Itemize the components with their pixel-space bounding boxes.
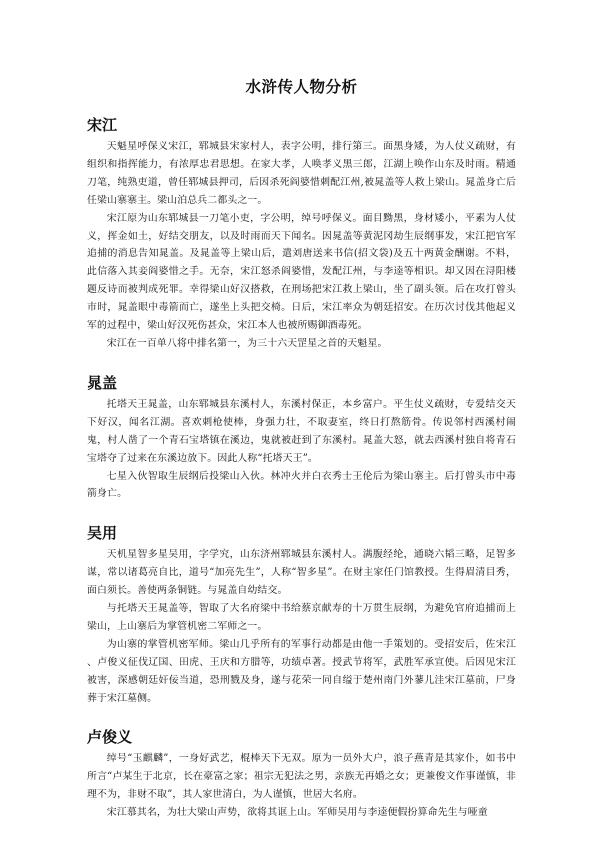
paragraph: 七星入伙智取生辰纲后投梁山入伙。林冲火并白衣秀士王伦后为梁山寨主。后打曾头市中毒箭身亡。	[87, 470, 516, 500]
paragraph: 托塔天王晁盖，山东郓城县东溪村人，东溪村保正，本乡富户。平生仗义疏财，专爱结交天下好汉，闻名江湖。喜欢刺枪使棒，身强力壮，不取妻室，终日打熬筋骨。传说邻村西溪村闹鬼，村人凿了一个青石宝塔镇在溪边，鬼就被赶到了东溪村。晁盖大怒，就去西溪村独自将青石宝塔夺了过来在东溪边放下。因此人称“托塔天王”。	[87, 398, 516, 464]
paragraph: 天魁星呼保义宋江，郓城县宋家村人，表字公明，排行第三。面黑身矮，为人仗义疏财，有组织和指挥能力，有浓厚忠君思想。在家大孝，人唤孝义黑三郎，江湖上唤作山东及时雨。精通刀笔，纯熟吏道，曾任郓城县押司，后因杀死阎婆惜刺配江州,被晁盖等人救上梁山。晁盖身亡后任梁山寨寨主。梁山泊总兵二都头之一。	[87, 141, 516, 206]
section-heading: 晁盖	[87, 373, 118, 392]
paragraph: 宋江在一百单八将中排名第一，为三十六天罡星之首的天魁星。	[106, 337, 388, 349]
section-song-jiang	[87, 115, 516, 353]
section-heading: 卢俊义	[87, 728, 133, 747]
document-title: 水浒传人物分析	[245, 78, 358, 96]
paragraph: 宋江慕其名，为壮大梁山声势，欲将其诓上山。军师吴用与李逵便假扮算命先生与哑童	[106, 807, 488, 819]
paragraph: 绰号“玉麒麟”，一身好武艺，棍棒天下无双。原为一员外大户，浪子燕青是其家仆，如书中所言“卢某生于北京，长在豪富之家；祖宗无犯法之男，亲族无再婚之女；更兼俊文作事谨慎，非理不为，非财不取”，其人家世清白，为人谨慎，世居大名府。	[87, 753, 516, 801]
section-spacer	[87, 353, 516, 373]
section-wu-yong	[87, 523, 516, 707]
section-spacer	[87, 707, 516, 727]
paragraph: 为山寨的掌管机密军师。梁山几乎所有的军事行动都是由他一手策划的。受招安后，佐宋江 、卢俊义征伐辽国、田虎、王庆和方腊等，功绩卓著。授武节将军，武胜军承宣使。后因见宋江被害，深感朝廷奸佞当道，恐刑戮及身，遂与花荣一同自缢于楚州南门外蓼儿洼宋江墓前，尸身葬于宋江墓侧。	[87, 638, 516, 704]
paragraph: 宋江原为山东郓城县一刀笔小吏，字公明，绰号呼保义。面目黝黑，身材矮小，平素为人仗义，挥金如土，好结交朋友，以及时雨而天下闻名。因晁盖等黄泥冈劫生辰纲事发，宋江把官军追捕的消息告知晁盖。及晁盖等上梁山后，遣刘唐送来书信(招文袋)及五十两黄金酬谢。不料，此信落入其妾阎婆惜之手。无奈，宋江怒杀阎婆惜，发配江州，与李逵等相识。却又因在浔阳楼题反诗而被判成死罪。幸得梁山好汉搭救，在刑场把宋江救上梁山，坐了副头领。后在攻打曾头市时，晁盖眼中毒箭而亡，遂坐上头把交椅。日后，宋江率众为朝廷招安。在历次讨伐其他起义军的过程中，梁山好汉死伤甚众，宋江本人也被所赐御酒毒死。	[87, 212, 516, 332]
section-heading: 吴用	[87, 524, 118, 543]
paragraph: 天机星智多星吴用，字学究，山东济州郓城县东溪村人。满腹经纶，通晓六韬三略，足智多谋，常以诸葛亮自比，道号“加亮先生”，人称“智多星”。在财主家任门馆教授。生得眉清目秀，面白须长。善使两条铜链。与晁盖自幼结交。	[87, 549, 516, 597]
section-spacer	[87, 503, 516, 523]
section-heading: 宋江	[87, 116, 118, 134]
paragraph: 与托塔天王晁盖等，智取了大名府梁中书给蔡京献寿的十万贯生辰纲，为避免官府追捕而上梁山，上山寨后为掌管机密二军师之一。	[87, 603, 516, 632]
section-chao-gai	[87, 373, 516, 503]
section-lu-junyi	[87, 727, 516, 822]
